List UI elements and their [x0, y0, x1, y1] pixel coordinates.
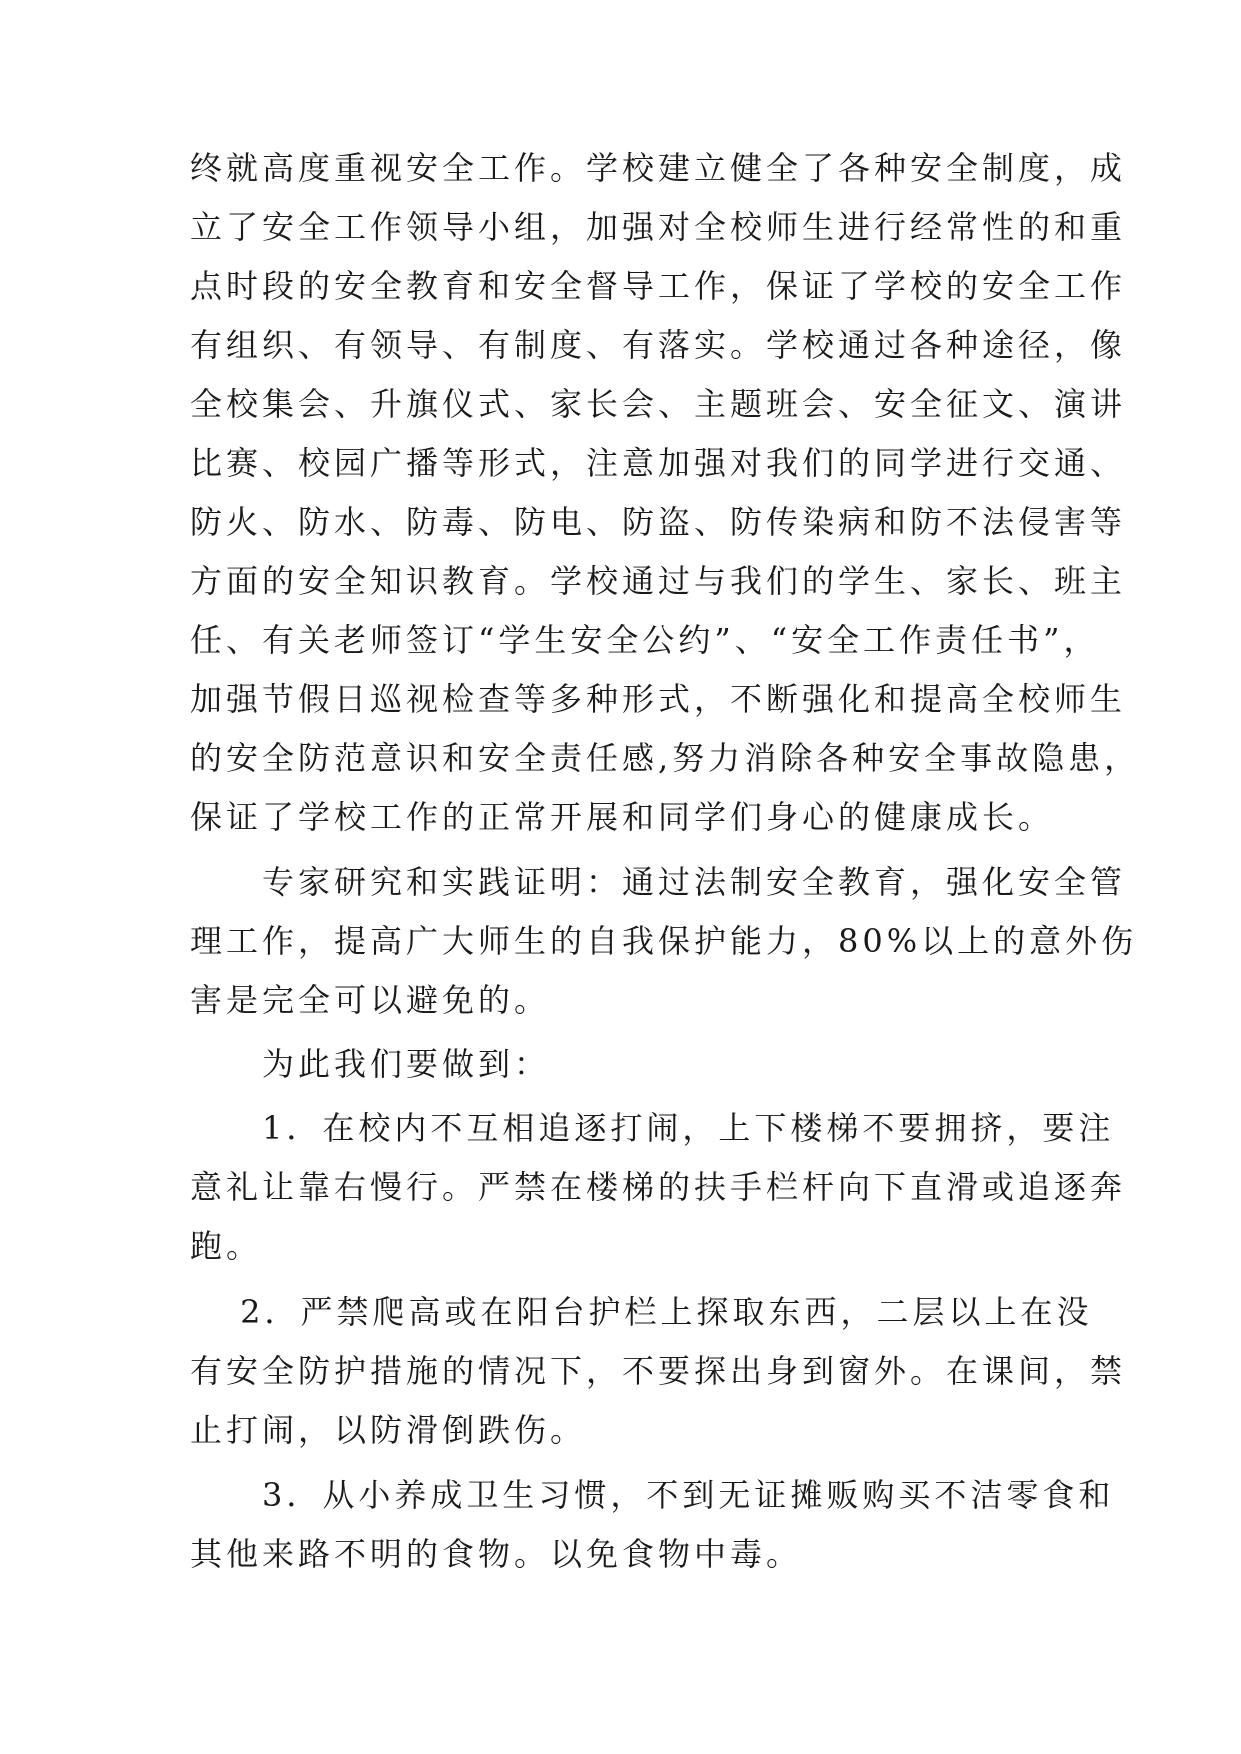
- text-line: 害是完全可以避免的。: [190, 981, 551, 1019]
- text-line: 比赛、校园广播等形式，注意加强对我们的同学进行交通、: [190, 444, 1127, 482]
- text-line: 防火、防水、防毒、防电、防盗、防传染病和防不法侵害等: [190, 503, 1127, 541]
- text-line: 止打闹，以防滑倒跌伤。: [190, 1411, 587, 1449]
- text-line: 任、有关老师签订“学生安全公约”、“安全工作责任书”，: [190, 621, 1100, 659]
- text-line: 点时段的安全教育和安全督导工作，保证了学校的安全工作: [190, 267, 1127, 305]
- text-line: 跑。: [190, 1227, 263, 1265]
- text-line: 意礼让靠右慢行。严禁在楼梯的扶手栏杆向下直滑或追逐奔: [190, 1168, 1127, 1206]
- list-item-line: 3．从小养成卫生习惯，不到无证摊贩购买不洁零食和: [190, 1476, 1115, 1514]
- text-line: 终就高度重视安全工作。学校建立健全了各种安全制度，成: [190, 149, 1127, 187]
- text-line: 方面的安全知识教育。学校通过与我们的学生、家长、班主: [190, 562, 1127, 600]
- list-item-line: 2．严禁爬高或在阳台护栏上探取东西，二层以上在没: [190, 1293, 1093, 1331]
- text-line: 全校集会、升旗仪式、家长会、主题班会、安全征文、演讲: [190, 385, 1127, 423]
- text-line: 理工作，提高广大师生的自我保护能力，80%以上的意外伤: [190, 922, 1138, 960]
- text-line: 立了安全工作领导小组，加强对全校师生进行经常性的和重: [190, 208, 1127, 246]
- paragraph-line: 专家研究和实践证明：通过法制安全教育，强化安全管: [190, 863, 1127, 901]
- text-line: 有组织、有领导、有制度、有落实。学校通过各种途径，像: [190, 326, 1127, 364]
- text-line: 有安全防护措施的情况下，不要探出身到窗外。在课间，禁: [190, 1352, 1127, 1390]
- text-line: 保证了学校工作的正常开展和同学们身心的健康成长。: [190, 798, 1055, 836]
- list-item-line: 1．在校内不互相追逐打闹，上下楼梯不要拥挤，要注: [190, 1109, 1115, 1147]
- text-line: 其他来路不明的食物。以免食物中毒。: [190, 1535, 803, 1573]
- text-line: 加强节假日巡视检查等多种形式，不断强化和提高全校师生: [190, 680, 1127, 718]
- text-line: 的安全防范意识和安全责任感,努力消除各种安全事故隐患，: [190, 739, 1141, 777]
- paragraph-line: 为此我们要做到：: [190, 1045, 551, 1083]
